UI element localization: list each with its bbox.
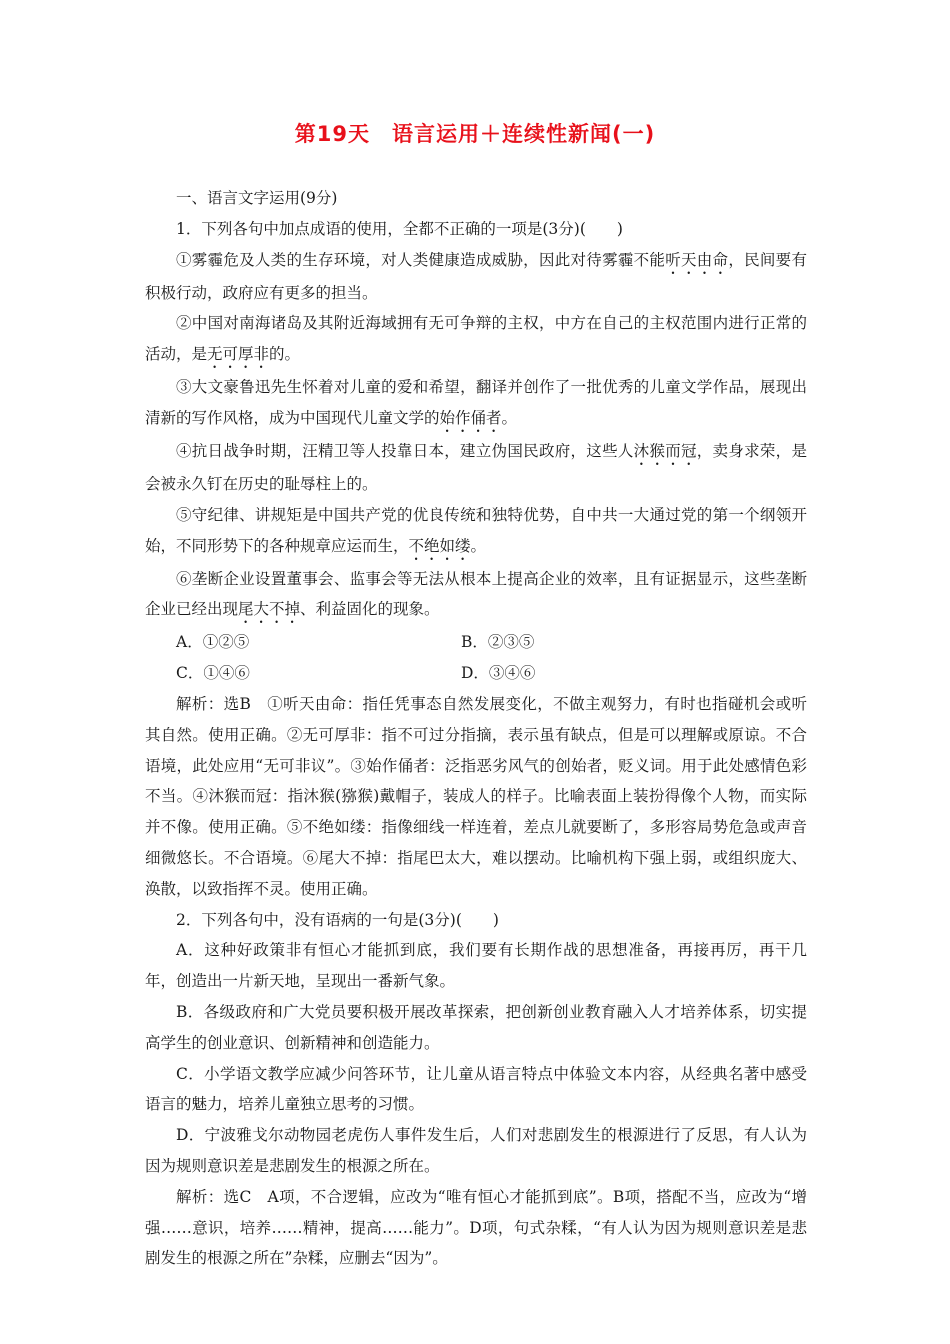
q1-analysis: 解析：选B ①听天由命：指任凭事态自然发展变化，不做主观努力，有时也指碰机会或听其自然。使用正确。②无可厚非：指不可过分指摘，表示虽有缺点，但是可以理解或原谅。不合语境，此处应用“无可非议”。③始作俑者：泛指恶劣风气的创始者，贬义词。用于此处感情色彩不当。④沐猴而冠：指沐猴(猕猴)戴帽子，装成人的样子。比喻表面上装扮得像个人物，而实际并不像。使用正确。⑤不绝如缕：指像细线一样连着，差点儿就要断了，多形容局势危急或声音细微悠长。不合语境。⑥尾大不掉：指尾巴太大，难以摆动。比喻机构下强上弱，或组织庞大、涣散，以致指挥不灵。使用正确。 (145, 694, 807, 898)
document-body (145, 183, 807, 1274)
q2-analysis: 解析：选C A项，不合逻辑，应改为“唯有恒心才能抓到底”。B项，搭配不当，应改为“增强……意识，培养……精神，提高……能力”。D项，句式杂糅，“有人认为因为规则意识差是悲剧发生的根源之所在”杂糅，应删去“因为”。 (145, 1187, 807, 1268)
q2-option-a: A．这种好政策非有恒心才能抓到底，我们要有长期作战的思想准备，再接再厉，再干几年，创造出一片新天地，呈现出一番新气象。 (145, 941, 807, 991)
dotted-idiom: 不绝如缕 (408, 536, 471, 555)
option-c: C．①④⑥ (176, 664, 250, 683)
section-heading: 一、语言文字运用(9分) (176, 189, 338, 207)
q1-sentence-4: ④抗日战争时期，汪精卫等人投靠日本，建立伪国民政府，这些人沐猴而冠，卖身求荣，是会被永久钉在历史的耻辱柱上的。 (145, 441, 807, 493)
question-2-stem: 2．下列各句中，没有语病的一句是(3分)( ) (176, 910, 499, 929)
dotted-idiom: 听天由命 (665, 250, 729, 269)
q2-option-b: B．各级政府和广大党员要积极开展改革探索，把创新创业教育融入人才培养体系，切实提高学生的创业意识、创新精神和创造能力。 (145, 1002, 807, 1052)
q1-sentence-3: ③大文豪鲁迅先生怀着对儿童的爱和希望，翻译并创作了一批优秀的儿童文学作品，展现出清新的写作风格，成为中国现代儿童文学的始作俑者。 (145, 378, 807, 427)
q1-sentence-2: ②中国对南海诸岛及其附近海域拥有无可争辩的主权，中方在自己的主权范围内进行正常的活动，是无可厚非的。 (145, 314, 807, 364)
option-d: D．③④⑥ (461, 664, 536, 683)
q2-option-c: C．小学语文教学应减少问答环节，让儿童从语言特点中体验文本内容，从经典名著中感受语言的魅力，培养儿童独立思考的习惯。 (145, 1064, 807, 1114)
dotted-idiom: 沐猴而冠 (633, 441, 697, 460)
q1-sentence-6: ⑥垄断企业设置董事会、监事会等无法从根本上提高企业的效率，且有证据显示，这些垄断企业已经出现尾大不掉、利益固化的现象。 (145, 569, 807, 619)
option-b: B．②③⑤ (461, 633, 535, 652)
q1-sentence-1: ①雾霾危及人类的生存环境，对人类健康造成威胁，因此对待雾霾不能听天由命，民间要有积极行动，政府应有更多的担当。 (145, 250, 807, 302)
q2-option-d: D．宁波雅戈尔动物园老虎伤人事件发生后，人们对悲剧发生的根源进行了反思，有人认为因为规则意识差是悲剧发生的根源之所在。 (145, 1126, 807, 1175)
page-title: 第19天 语言运用＋连续性新闻(一) (294, 122, 656, 146)
option-a: A．①②⑤ (176, 633, 250, 652)
q1-sentence-5: ⑤守纪律、讲规矩是中国共产党的优良传统和独特优势，自中共一大通过党的第一个纲领开始，不同形势下的各种规章应运而生，不绝如缕。 (145, 505, 807, 555)
question-1-stem: 1．下列各句中加点成语的使用，全都不正确的一项是(3分)( ) (176, 219, 623, 238)
dotted-idiom: 始作俑者 (439, 408, 502, 427)
dotted-idiom: 无可厚非 (207, 345, 270, 364)
dotted-idiom: 尾大不掉 (238, 600, 301, 619)
q1-options (145, 627, 807, 689)
